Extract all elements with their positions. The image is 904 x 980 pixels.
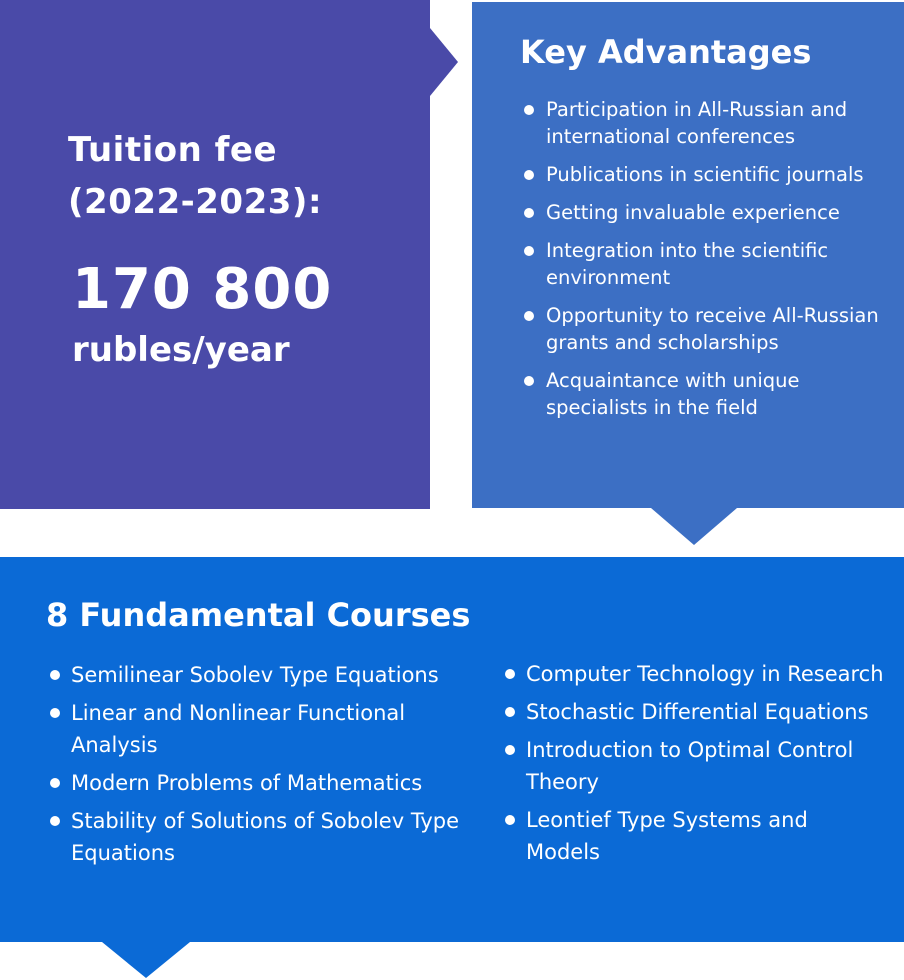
advantage-text: Participation in All-Russian and international conferences — [546, 98, 848, 148]
advantage-text: Acquaintance with unique specialists in the field — [546, 369, 800, 419]
course-item — [503, 734, 888, 798]
course-item — [48, 697, 468, 761]
bullet-icon — [524, 170, 534, 180]
bullet-icon — [50, 708, 60, 718]
bullet-icon — [505, 745, 515, 755]
bullet-icon — [505, 815, 515, 825]
course-text: Computer Technology in Research — [526, 662, 884, 686]
tuition-label: Tuition fee (2022-2023): — [68, 130, 323, 222]
course-item — [48, 767, 468, 799]
courses-list-right — [503, 658, 888, 874]
course-item — [48, 659, 468, 691]
bullet-icon — [505, 669, 515, 679]
advantage-item — [522, 96, 892, 150]
course-item — [503, 804, 888, 868]
courses-title: 8 Fundamental Courses — [46, 596, 471, 634]
bullet-icon — [524, 246, 534, 256]
advantage-item — [522, 199, 892, 226]
advantage-text: Opportunity to receive All-Russian grants and scholarships — [546, 304, 879, 354]
advantage-item — [522, 237, 892, 291]
course-text: Leontief Type Systems and Models — [526, 808, 808, 864]
course-item — [48, 805, 468, 869]
advantages-panel — [472, 2, 904, 508]
bullet-icon — [505, 707, 515, 717]
advantage-text: Publications in scientific journals — [546, 163, 864, 186]
advantage-text: Getting invaluable experience — [546, 201, 840, 224]
advantages-list — [522, 96, 892, 432]
advantage-text: Integration into the scientific environment — [546, 239, 829, 289]
course-text: Stability of Solutions of Sobolev Type Equations — [71, 809, 460, 865]
bullet-icon — [524, 105, 534, 115]
course-item — [503, 696, 888, 728]
course-text: Modern Problems of Mathematics — [71, 771, 423, 795]
tuition-amount: 170 800 — [72, 257, 333, 322]
bullet-icon — [50, 778, 60, 788]
course-text: Stochastic Differential Equations — [526, 700, 869, 724]
courses-list-left — [48, 659, 468, 875]
course-text: Introduction to Optimal Control Theory — [526, 738, 854, 794]
course-item — [503, 658, 888, 690]
tuition-unit: rubles/year — [72, 330, 290, 370]
course-text: Semilinear Sobolev Type Equations — [71, 663, 439, 687]
advantage-item — [522, 367, 892, 421]
advantage-item — [522, 161, 892, 188]
bullet-icon — [50, 670, 60, 680]
courses-panel — [0, 557, 904, 942]
tuition-panel — [0, 0, 430, 509]
advantage-item — [522, 302, 892, 356]
course-text: Linear and Nonlinear Functional Analysis — [71, 701, 406, 757]
bullet-icon — [50, 816, 60, 826]
bullet-icon — [524, 311, 534, 321]
bullet-icon — [524, 376, 534, 386]
advantages-title: Key Advantages — [520, 33, 812, 71]
bullet-icon — [524, 208, 534, 218]
